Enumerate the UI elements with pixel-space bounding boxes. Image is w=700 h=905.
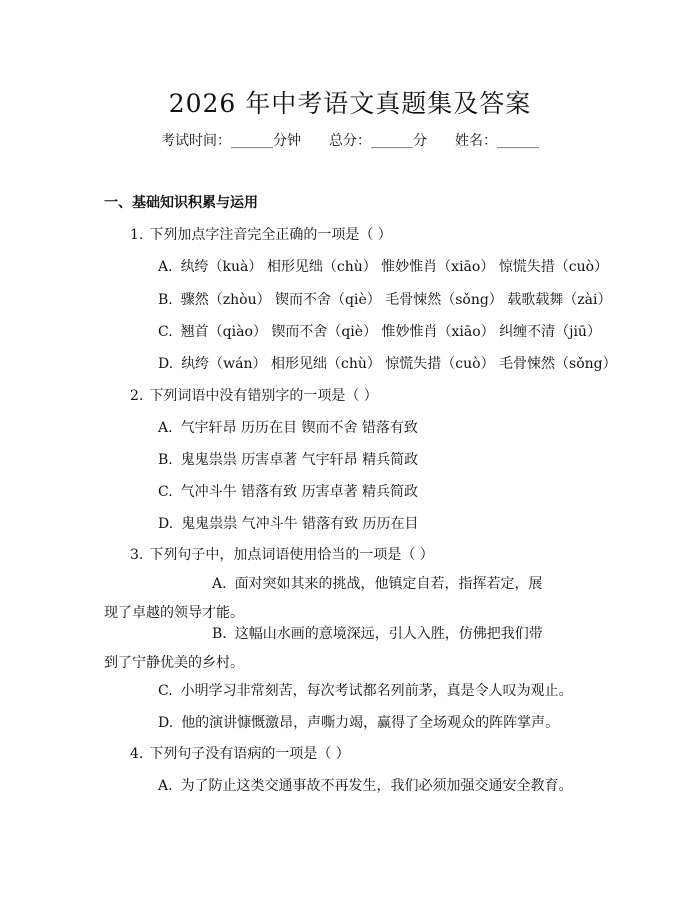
question-2-option-b: [158, 449, 418, 469]
question-2-option-c: [158, 481, 418, 501]
option-text: 鬼鬼祟祟 历害卓著 气宇轩昂 精兵简政: [180, 452, 419, 468]
question-2: [130, 385, 378, 405]
page-title: 2026 年中考语文真题集及答案: [168, 89, 532, 118]
option-text: 纨绔（wán） 相形见绌（chù） 惊慌失措（cuò） 毛骨悚然（sǒng）: [181, 356, 617, 372]
question-3-option-c: [158, 680, 573, 700]
option-letter: D.: [158, 356, 174, 372]
question-number: 4.: [130, 746, 144, 762]
question-1: [130, 224, 392, 244]
option-text: 骤然（zhòu） 锲而不舍（qiè） 毛骨悚然（sǒng） 载歌载舞（zài）: [180, 292, 612, 308]
option-letter: A.: [212, 576, 227, 592]
question-1-option-d: [158, 353, 617, 373]
question-number: 1.: [130, 227, 144, 243]
question-2-option-a: [158, 417, 418, 437]
total-score-label: 总分：______分: [329, 133, 427, 149]
option-letter: C.: [158, 324, 173, 340]
question-3-option-b: [104, 620, 544, 678]
option-text: 小明学习非常刻苦，每次考试都名列前茅，真是令人叹为观止。: [180, 683, 573, 699]
question-text: 下列句子中，加点词语使用恰当的一项是（ ）: [149, 547, 434, 563]
question-1-option-a: [158, 256, 608, 276]
question-4-option-a: [158, 775, 573, 795]
option-text: 鬼鬼祟祟 气冲斗牛 错落有致 历历在目: [181, 516, 419, 532]
option-text: 气宇轩昂 历历在目 锲而不舍 错落有致: [180, 420, 418, 436]
option-letter: D.: [158, 516, 174, 532]
student-name-label: 姓名：______: [455, 133, 539, 149]
exam-time-label: 考试时间：______分钟: [161, 133, 301, 149]
option-text: 翘首（qiào） 锲而不舍（qiè） 惟妙惟肖（xiāo） 纠缠不清（jiū）: [180, 324, 601, 340]
option-letter: B.: [158, 452, 173, 468]
question-3: [130, 544, 434, 564]
exam-meta: [0, 130, 700, 150]
option-text: 气冲斗牛 错落有致 历害卓著 精兵简政: [180, 484, 419, 500]
option-letter: C.: [158, 484, 173, 500]
section-heading: 一、基础知识积累与运用: [104, 195, 258, 211]
option-letter: B.: [158, 292, 173, 308]
question-1-option-b: [158, 289, 611, 309]
option-text: 这幅山水画的意境深远，引人入胜，仿佛把我们带到了宁静优美的乡村。: [104, 626, 543, 671]
question-4: [130, 743, 350, 763]
question-1-option-c: [158, 321, 601, 341]
option-text: 纨绔（kuà） 相形见绌（chù） 惟妙惟肖（xiāo） 惊慌失措（cuò）: [180, 259, 609, 275]
option-text: 为了防止这类交通事故不再发生，我们必须加强交通安全教育。: [180, 778, 573, 794]
question-2-option-d: [158, 513, 419, 533]
option-letter: A.: [158, 420, 173, 436]
question-number: 2.: [130, 388, 144, 404]
question-text: 下列加点字注音完全正确的一项是（ ）: [149, 227, 392, 243]
option-letter: A.: [158, 778, 173, 794]
option-letter: B.: [212, 626, 227, 642]
question-3-option-d: [158, 712, 559, 732]
option-letter: A.: [158, 259, 173, 275]
option-text: 面对突如其来的挑战，他镇定自若，指挥若定，展现了卓越的领导才能。: [104, 576, 543, 621]
option-letter: C.: [158, 683, 173, 699]
question-text: 下列句子没有语病的一项是（ ）: [149, 746, 350, 762]
question-number: 3.: [130, 547, 144, 563]
option-text: 他的演讲慷慨激昂，声嘶力竭，赢得了全场观众的阵阵掌声。: [181, 715, 560, 731]
option-letter: D.: [158, 715, 174, 731]
question-text: 下列词语中没有错别字的一项是（ ）: [149, 388, 378, 404]
